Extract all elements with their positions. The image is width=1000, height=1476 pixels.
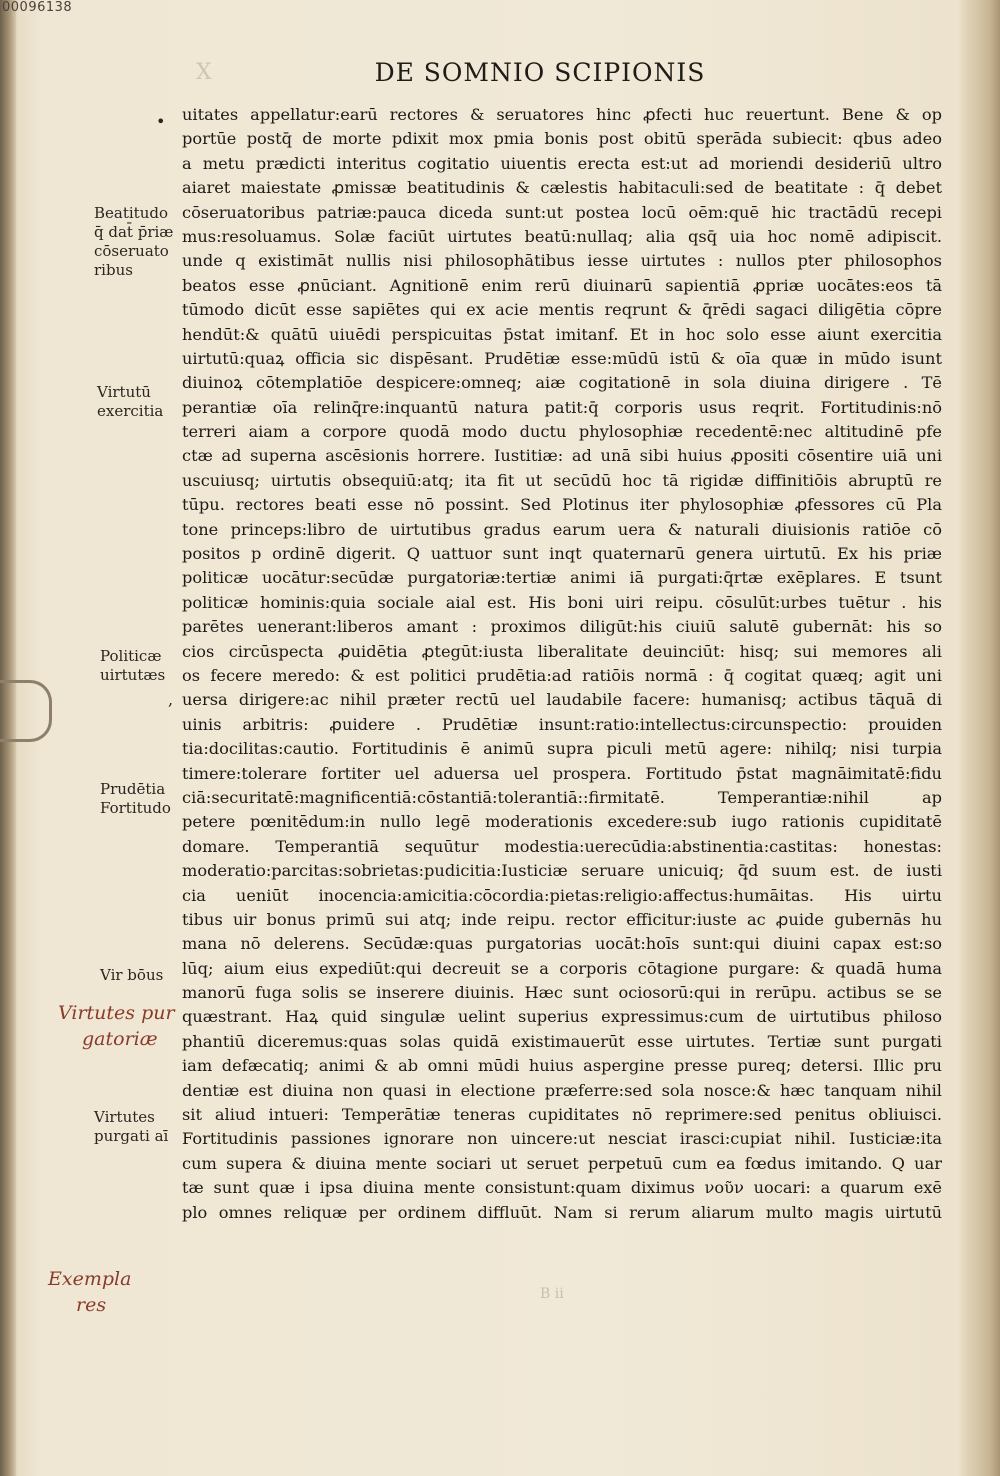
text-line: Fortitudinis passiones ignorare non uincere:ut nesciat irasci:cupiat nihil. Iusticiæ:ita [182,1129,942,1149]
margin-bullet: • [156,112,166,131]
text-line: cum supera & diuina mente sociari ut seruet perpetuū cum ea fœdus imitando. Q uar [182,1153,942,1173]
text-line: timere:tolerare fortiter uel aduersa uel prospera. Fortitudo p̄stat magnāimitatē:fidu [182,763,942,783]
text-line: uersa dirigere:ac nihil præter rectū uel laudabile facere: humanisq; actibus tāquā di [182,690,942,710]
handwritten-line: Exempla [48,1268,132,1290]
text-line: hendūt:& quātū uiuēdi perspicuitas p̄stat imitanf. Et in hoc solo esse aiunt exercitia [182,324,942,344]
paper-clip-icon [0,680,52,742]
faint-bleedthrough-mark: X [196,60,212,85]
text-line: perantiæ oīa relinq̄re:inquantū natura patit:q̄ corporis usus reqrit. Fortitudinis:nō [182,397,942,417]
side-note-prudentia [100,780,171,818]
side-note-line: cōseruato [94,242,169,260]
side-note-line: uirtutæs [100,666,166,684]
text-line: uinis arbitris: ꝓuidere . Prudētiæ insunt:ratio:intellectus:circunspectio: prouiden [182,714,942,734]
text-line: domare. Temperantiā sequūtur modestia:uerecūdia:abstinentia:castitas: honestas: [182,836,942,856]
text-line: lūq; aium eius expediūt:qui decreuit se a corporis cōtagione purgare: & quadā huma [182,958,942,978]
side-note-line: Beatitudo [94,204,168,222]
text-line: tūmodo dicūt esse sapiētes qui ex acie mentis reqrunt & q̄rēdi sagaci diligētia cōpre [182,300,942,320]
side-note-line: Fortitudo [100,799,171,817]
side-note-beatitudo [94,204,173,280]
margin-comma: , [168,690,174,709]
text-line: plo omnes reliquæ per ordinem diffluūt. Nam si rerum aliarum multo magis uirtutū [182,1202,942,1222]
text-line: cia ueniūt inocencia:amicitia:cōcordia:pietas:religio:affectus:humāitas. His uirtu [182,885,942,905]
text-line: iam defæcatiq; animi & ab omni mūdi huius aspergine presse pureq; detersi. Illic pru [182,1056,942,1076]
page-edge-shadow [958,0,1000,1476]
side-note-line: ribus [94,261,133,279]
text-line: moderatio:parcitas:sobrietas:pudicitia:Iusticiæ seruare unicuiq; q̄d suum est. de iusti [182,861,942,881]
side-note-line: Politicæ [100,647,162,665]
text-line: mus:resoluamus. Solæ faciūt uirtutes beatū:nullaq; alia qsq̄ uia hoc nomē adipiscit. [182,226,942,246]
side-note-line: Virtutū [97,383,151,401]
side-note-line: q̄ dat̄ p̄riæ [94,223,174,241]
body-text [182,103,942,1225]
text-line: tæ sunt quæ i ipsa diuina mente consistunt:quam diximus νοῦν uocari: a quarum exē [182,1178,942,1198]
text-line: politicæ hominis:quia sociale aial est. His boni uiri reipu. cōsulūt:urbes tuētur . his [182,592,942,612]
handwritten-line: Virtutes pur [58,1002,175,1024]
side-note-line: purgati aī [94,1127,169,1145]
text-line: beatos esse ꝓnūciant. Agnitionē enim rerū diuinarū sapientiā ꝓpriæ uocātes:eos tā [182,275,942,295]
text-line: uirtutū:quaꝝ officia sic dispēsant. Prudētiæ esse:mūdū istū & oīa quæ in mūdo isunt [182,348,942,368]
side-note-line: Prudētia [100,780,166,798]
text-line: petere pœnitēdum:in nullo legē moderationis excedere:sub iugo rationis cupiditatē [182,812,942,832]
text-line: tone princeps:libro de uirtutibus gradus earum uera & naturali diuisionis ratiōe cō [182,519,942,539]
handwritten-note-purgatoriae [58,1000,175,1052]
text-line: sit aliud intueri: Temperātiæ teneras cupiditates nō reprimere:sed penitus obliuisci. [182,1105,942,1125]
side-note-line: Vir bōus [100,966,164,984]
handwritten-line: res [76,1294,107,1316]
text-line: a metu prædicti interitus cogitatio uiuentis erecta est:ut ad moriendi desideriū ultro [182,153,942,173]
text-line: tūpu. rectores beati esse nō possint. Sed Plotinus iter phylosophiæ ꝓfessores cū Pla [182,495,942,515]
side-note-virtutes-purgati [94,1108,168,1146]
text-line: unde q existimāt nullis nisi philosophātibus iesse uirtutes : nullos pter philosophos [182,251,942,271]
text-line: politicæ uocātur:secūdæ purgatoriæ:tertiæ animi iā purgati:q̄rtæ exēplares. E tsunt [182,568,942,588]
accession-number: 00096138 [2,0,73,15]
text-line: terreri aiam a corpore quodā modo ductu phylosophiæ recedentē:nec altitudinē pfe [182,422,942,442]
text-line: diuinoꝝ cōtemplatiōe despicere:omneq; aiæ cogitationē in sola diuina dirigere . Tē [182,373,942,393]
text-line: ciā:securitatē:magnificentiā:cōstantiā:tolerantiā::firmitatē. Temperantiæ:nihil ap [182,787,942,807]
text-line: ctæ ad superna ascēsionis horrere. Iustitiæ: ad unā sibi huius ꝓpositi cōsentire uiā uni [182,446,942,466]
text-line: uitates appellatur:earū rectores & seruatores hinc ꝓfecti huc reuertunt. Bene & op [182,105,942,124]
side-note-vir-bonus [100,966,163,985]
text-line: tibus uir bonus primū sui atq; inde reipu. rector efficitur:iuste ac ꝓuide gubernās hu [182,909,942,929]
text-line: cios circūspecta ꝓuidētia ꝓtegūt:iusta liberalitate deuinciūt: hisq; sui memores ali [182,641,942,661]
text-line: parētes uenerant:liberos amant : proximos diligūt:his ciuiū salutē gubernāt: his so [182,617,942,637]
text-line: mana nō delerens. Secūdæ:quas purgatorias uocāt:hoīs sunt:qui diuini capax est:so [182,934,942,954]
text-line: aiaret maiestate ꝓmissæ beatitudinis & cælestis habitaculi:sed de beatitate : q̄ debet [182,178,942,198]
text-line: portūe postq̄ de morte pdixit mox pmia bonis post obitū sperāda subiecit: qbus adeo [182,129,942,149]
text-line: phantiū diceremus:quas solas quidā existimauerūt esse uirtutes. Tertiæ sunt purgati [182,1031,942,1051]
text-line: positos p ordinē digerit. Q uattuor sunt inqt quaternarū genera uirtutū. Ex his priæ [182,544,942,564]
side-note-line: exercitia [97,402,164,420]
text-line: cōseruatoribus patriæ:pauca diceda sunt:ut postea locū oēm:quē hic tractādū recepi [182,202,942,222]
text-line: manorū fuga solis se inserere diuinis. Hæc sunt ociosorū:qui in rerūpu. actibus se se [182,983,942,1003]
side-note-politicae [100,647,165,685]
side-note-virtutum [97,383,163,421]
text-line: uscuiusq; uirtutis obsequiū:atq; ita fit ut secūdū hoc tā rigidæ diffinitiōis abruptū re [182,470,942,490]
text-line: dentiæ est diuina non quasi in electione præferre:sed sola nosce:& hæc tanquam nihil [182,1080,942,1100]
running-head: DE SOMNIO SCIPIONIS [374,58,706,87]
handwritten-note-exemplares [48,1266,131,1318]
text-line: os fecere meredo: & est politici prudētia:ad ratiōis normā : q̄ cogitat quæq; agit uni [182,665,942,685]
handwritten-line: gatoriæ [82,1028,158,1050]
text-line: quæstrant. Haꝝ quid singulæ uelint superius expressimus:cum de uirtutibus philoso [182,1007,942,1027]
side-note-line: Virtutes [94,1108,155,1126]
text-line: tia:docilitas:cautio. Fortitudinis ē animū supra piculi metū agere: nihilq; nisi turpia [182,739,942,759]
signature-mark: B ii [540,1286,564,1302]
